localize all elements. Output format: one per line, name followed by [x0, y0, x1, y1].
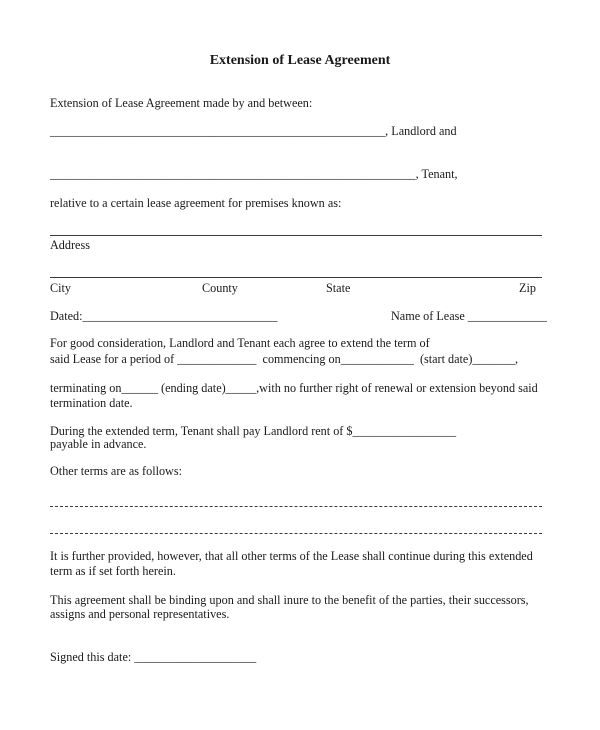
binding-text-2: assigns and personal representatives.: [50, 607, 230, 621]
other-terms-rule-2: [50, 533, 542, 534]
consideration-text-2: said Lease for a period of _____________ commencing on____________ (start date)_______,: [50, 352, 519, 366]
landlord-line: _______________________________________________________, Landlord and: [50, 124, 457, 138]
state-label: State: [326, 281, 351, 295]
signed-line: Signed this date: ____________________: [50, 650, 257, 664]
county-label: County: [202, 281, 238, 295]
rent-text-1: During the extended term, Tenant shall pay Landlord rent of $_________________: [50, 424, 457, 438]
city-label: City: [50, 281, 71, 295]
document-title: Extension of Lease Agreement: [209, 53, 391, 68]
terminating-text-1: terminating on______ (ending date)_____,with no further right of renewal or extension beyond said: [50, 381, 538, 395]
binding-text-1: This agreement shall be binding upon and shall inure to the benefit of the parties, their successors,: [50, 593, 529, 607]
further-text-2: term as if set forth herein.: [50, 564, 176, 578]
intro-text: Extension of Lease Agreement made by and between:: [50, 96, 313, 110]
terminating-text-2: termination date.: [50, 396, 133, 410]
other-terms-label: Other terms are as follows:: [50, 464, 182, 478]
rent-text-2: payable in advance.: [50, 437, 147, 451]
name-of-lease-line: Name of Lease _____________: [391, 309, 548, 323]
other-terms-rule-1: [50, 506, 542, 507]
tenant-line: ____________________________________________________________, Tenant,: [50, 167, 458, 181]
further-text-1: It is further provided, however, that all other terms of the Lease shall continue during this extended: [50, 549, 533, 563]
address-rule: [50, 235, 542, 236]
dated-line: Dated:________________________________: [50, 309, 278, 323]
premises-intro: relative to a certain lease agreement for premises known as:: [50, 196, 342, 210]
city-rule: [50, 277, 542, 278]
consideration-text-1: For good consideration, Landlord and Tenant each agree to extend the term of: [50, 336, 430, 350]
zip-label: Zip: [519, 281, 536, 295]
address-label: Address: [50, 238, 90, 252]
